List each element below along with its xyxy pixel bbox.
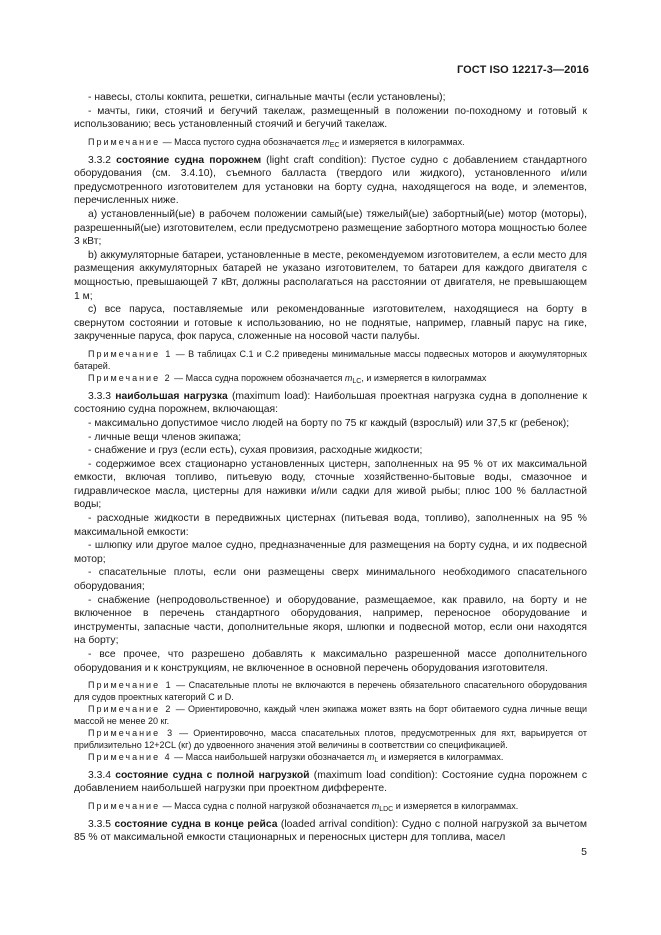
section-3-3-3: 3.3.3 наибольшая нагрузка (maximum load): Наибольшая проектная нагрузка судна в дополнение к состоянию судна порожнем, включающая: (74, 390, 587, 416)
section-3-3-4: 3.3.4 состояние судна с полной нагрузкой (maximum load condition): Состояние судна порожнем с добавлением наибольшей нагрузки при проектном дифференте. (74, 769, 587, 795)
list-item: - все прочее, что разрешено добавлять к максимально разрешенной массе дополнительного оборудования и к конструкциям, не включенное в основной перечень оборудования изготовителя. (74, 649, 587, 674)
note: Примечание 2 — Ориентировочно, каждый член экипажа может взять на борт обитаемого судна личные вещи массой не менее 20 кг. (74, 704, 587, 726)
list-item: а) установленный(ые) в рабочем положении самый(ые) тяжелый(ые) забортный(ые) мотор (моторы), разрешенный(ые) изготовителем, если предусмотрено размещение забортного мотора мощностью более 3 кВт; (74, 209, 587, 248)
page-number: 5 (581, 846, 587, 858)
note: Примечание — Масса судна с полной нагрузкой обозначается $m_{LDC}$ и измеряется в килограммах. (88, 800, 519, 813)
list-item: c) все паруса, поставляемые или рекомендованные изготовителем, находящиеся на борту в свернутом состоянии и готовые к использованию, но не поднятые, например, главный парус на гике, закрученные паруса, фок паруса, сложенные на носовой части палубы. (74, 304, 587, 343)
list-item: - максимально допустимое число людей на борту по 75 кг каждый (взрослый) или 37,5 кг (ребенок); (88, 417, 570, 429)
list-item: - личные вещи членов экипажа; (88, 431, 242, 443)
note: Примечание 1 — В таблицах С.1 и С.2 приведены минимальные массы подвесных моторов и аккумуляторных батарей. (74, 349, 587, 371)
term-title: наибольшая нагрузка (115, 390, 228, 402)
term-title: состояние судна в конце рейса (114, 818, 278, 830)
notes-3-3-2 (74, 349, 587, 385)
note: Примечание 2 — Масса судна порожнем обозначается $m_{LC}$, и измеряется в килограммах (88, 372, 487, 385)
list-item: - навесы, столы кокпита, решетки, сигнальные мачты (если установлены); (88, 92, 446, 103)
list-item: - шлюпку или другое малое судно, предназначенные для размещения на борту судна, и их подвесной мотор; (74, 540, 587, 565)
section-number: 3.3.4 (88, 769, 112, 781)
note: Примечание 4 — Масса наибольшей нагрузки обозначается $m_L$ и измеряется в килограммах. (88, 751, 504, 764)
list-item: - содержимое всех стационарно установленных цистерн, заполненных на 95 % от их максимальной емкости, включая топливо, питьевую воду, сточные хозяйственно-бытовые воды, смазочное и гидравлическое масла, цистерны для наживки и/или садки для живой рыбы; плюс 100 % балластной воды; (74, 458, 587, 511)
section-3-3-5: 3.3.5 состояние судна в конце рейса (loaded arrival condition): Судно с полной нагрузкой за вычетом 85 % от максимальной емкости стационарных и переносных цистерн для топлива, масел (74, 818, 587, 844)
document-header: ГОСТ ISO 12217-3—2016 (456, 64, 589, 76)
page-content (74, 91, 587, 845)
list-item: - снабжение и груз (если есть), сухая провизия, расходные жидкости; (88, 445, 423, 457)
note: Примечание 3 — Ориентировочно, масса спасательных плотов, предусмотренных для яхт, варьируется от приблизительно 12+2CL (кг) до удвоенного значения этой величины в соответствии со спецификацией. (74, 727, 587, 750)
section-number: 3.3.2 (88, 154, 112, 166)
list-item: - расходные жидкости в передвижных цистернах (питьевая вода, топливо), заполненных на 95 % максимальной емкости: (74, 513, 587, 538)
section-number: 3.3.5 (88, 818, 112, 830)
term-title: состояние судна с полной нагрузкой (115, 769, 310, 781)
section-3-3-2: 3.3.2 состояние судна порожнем (light craft condition): Пустое судно с добавлением стандартного оборудования (см. 3.4.10), съемного балласта (твердого или жидкого), установленного и/или предусмотренного изготовителем для установки на борту судна, находящегося на воде, и элементов, перечисленных ниже. (74, 154, 588, 207)
section-number: 3.3.3 (88, 390, 112, 402)
list-item: - мачты, гики, стоячий и бегучий такелаж, размещенный в положении по-походному и готовый к использованию; весь установленный стоячий и бегучий такелаж. (74, 105, 587, 131)
term-title: состояние судна порожнем (116, 154, 262, 166)
notes-3-3-4 (74, 801, 587, 813)
note-ec: Примечание — Масса пустого судна обозначается $m_{EC}$ и измеряется в килограммах. (88, 136, 465, 149)
list-item: - снабжение (непродовольственное) и оборудование, размещаемое, как правило, на борту и не включенное в перечень стандартного оборудования, например, переносное оборудование и инструменты, запасные части, дополнительные якоря, шлюпки и подвесной мотор, если они находятся на борту; (74, 594, 587, 647)
notes-3-3-3 (74, 680, 587, 763)
list-item: b) аккумуляторные батареи, установленные в месте, рекомендуемом изготовителем, а если место для размещения аккумуляторных батарей не указано изготовителем, то батареи для каждого двигателя с мощностью, превышающей 7 кВт, должны располагаться на расстоянии от двигателя, не превышающем 1 м; (74, 249, 587, 302)
note-label: Примечание (88, 136, 161, 147)
list-item: - спасательные плоты, если они размещены сверх минимального необходимого спасательного оборудования; (74, 567, 587, 593)
note: Примечание 1 — Спасательные плоты не включаются в перечень обязательного спасательного оборудования для судов проектных категорий С и D. (74, 680, 587, 703)
